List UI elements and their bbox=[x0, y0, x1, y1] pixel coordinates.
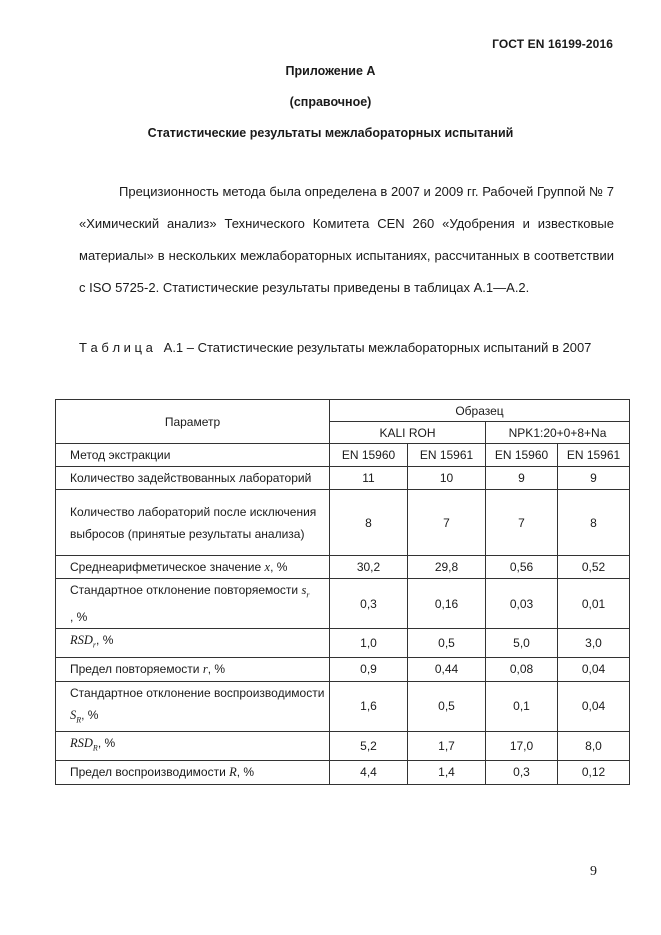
table-header-row bbox=[56, 400, 630, 422]
page-number: 9 bbox=[590, 864, 597, 879]
cell: EN 15961 bbox=[558, 444, 630, 467]
header-parameter: Параметр bbox=[56, 400, 330, 444]
intro-paragraph: Прецизионность метода была определена в 2007 и 2009 гг. Рабочей Группой № 7 «Химический анализ» Технического Комитета CEN 260 «Удобрения и известковые материалы» в нескольких межлабораторных испытаниях, рассчитанных в соответствии с ISO 5725-2. Статистические результаты приведены в таблицах А.1—А.2. bbox=[79, 184, 614, 295]
cell: 0,56 bbox=[486, 556, 558, 579]
cell: 3,0 bbox=[558, 629, 630, 657]
cell: 0,3 bbox=[486, 760, 558, 784]
cell: 0,3 bbox=[330, 579, 408, 629]
document-code: ГОСТ EN 16199-2016 bbox=[492, 37, 613, 51]
cell: 0,12 bbox=[558, 760, 630, 784]
cell: 1,7 bbox=[408, 732, 486, 760]
cell: 1,6 bbox=[330, 681, 408, 731]
cell: 17,0 bbox=[486, 732, 558, 760]
cell: 0,08 bbox=[486, 657, 558, 681]
cell: 0,5 bbox=[408, 681, 486, 731]
row-label: $RSD_r$, % bbox=[56, 629, 330, 657]
cell: 7 bbox=[486, 490, 558, 556]
cell: 11 bbox=[330, 467, 408, 490]
appendix-name: Статистические результаты межлабораторных испытаний bbox=[147, 126, 514, 140]
cell: 0,52 bbox=[558, 556, 630, 579]
cell: 0,01 bbox=[558, 579, 630, 629]
cell: 0,04 bbox=[558, 681, 630, 731]
row-label: Количество задействованных лабораторий bbox=[56, 467, 330, 490]
cell: 1,4 bbox=[408, 760, 486, 784]
cell: 1,0 bbox=[330, 629, 408, 657]
cell: 0,1 bbox=[486, 681, 558, 731]
appendix-title: Приложение А bbox=[285, 64, 376, 78]
group-kali: KALI ROH bbox=[330, 422, 486, 444]
table-row bbox=[56, 444, 630, 467]
cell: 0,04 bbox=[558, 657, 630, 681]
cell: 8 bbox=[558, 490, 630, 556]
cell: EN 15960 bbox=[330, 444, 408, 467]
row-label: Предел повторяемости r, % bbox=[56, 657, 330, 681]
group-npk: NPK1:20+0+8+Na bbox=[486, 422, 630, 444]
cell: 5,2 bbox=[330, 732, 408, 760]
cell: 5,0 bbox=[486, 629, 558, 657]
cell: 7 bbox=[408, 490, 486, 556]
cell: 0,03 bbox=[486, 579, 558, 629]
table-row bbox=[56, 490, 630, 556]
cell: 30,2 bbox=[330, 556, 408, 579]
results-table bbox=[55, 399, 630, 785]
row-label: Метод экстракции bbox=[56, 444, 330, 467]
cell: 9 bbox=[486, 467, 558, 490]
cell: 10 bbox=[408, 467, 486, 490]
cell: 0,16 bbox=[408, 579, 486, 629]
table-row bbox=[56, 579, 630, 629]
table-row bbox=[56, 556, 630, 579]
table-row bbox=[56, 629, 630, 657]
row-label: Среднеарифметическое значение x, % bbox=[56, 556, 330, 579]
row-label: Количество лабораторий после исключения выбросов (принятые результаты анализа) bbox=[56, 490, 330, 556]
row-label: Предел воспроизводимости R, % bbox=[56, 760, 330, 784]
cell: 9 bbox=[558, 467, 630, 490]
cell: 29,8 bbox=[408, 556, 486, 579]
cell: 0,44 bbox=[408, 657, 486, 681]
cell: 4,4 bbox=[330, 760, 408, 784]
appendix-kind: (справочное) bbox=[289, 95, 372, 109]
cell: 8 bbox=[330, 490, 408, 556]
cell: 8,0 bbox=[558, 732, 630, 760]
table-row bbox=[56, 467, 630, 490]
header-sample: Образец bbox=[330, 400, 630, 422]
cell: EN 15961 bbox=[408, 444, 486, 467]
row-label: Стандартное отклонение повторяемости $s_r$ , % bbox=[56, 579, 330, 629]
cell: 0,5 bbox=[408, 629, 486, 657]
cell: EN 15960 bbox=[486, 444, 558, 467]
table-row bbox=[56, 760, 630, 784]
row-label: Стандартное отклонение воспроизводимости $S_R$, % bbox=[56, 681, 330, 731]
table-row bbox=[56, 732, 630, 760]
table-caption: Т а б л и ц а А.1 – Статистические результаты межлабораторных испытаний в 2007 bbox=[79, 340, 592, 355]
table-row bbox=[56, 681, 630, 731]
table-row bbox=[56, 657, 630, 681]
cell: 0,9 bbox=[330, 657, 408, 681]
row-label: $RSD_R$, % bbox=[56, 732, 330, 760]
